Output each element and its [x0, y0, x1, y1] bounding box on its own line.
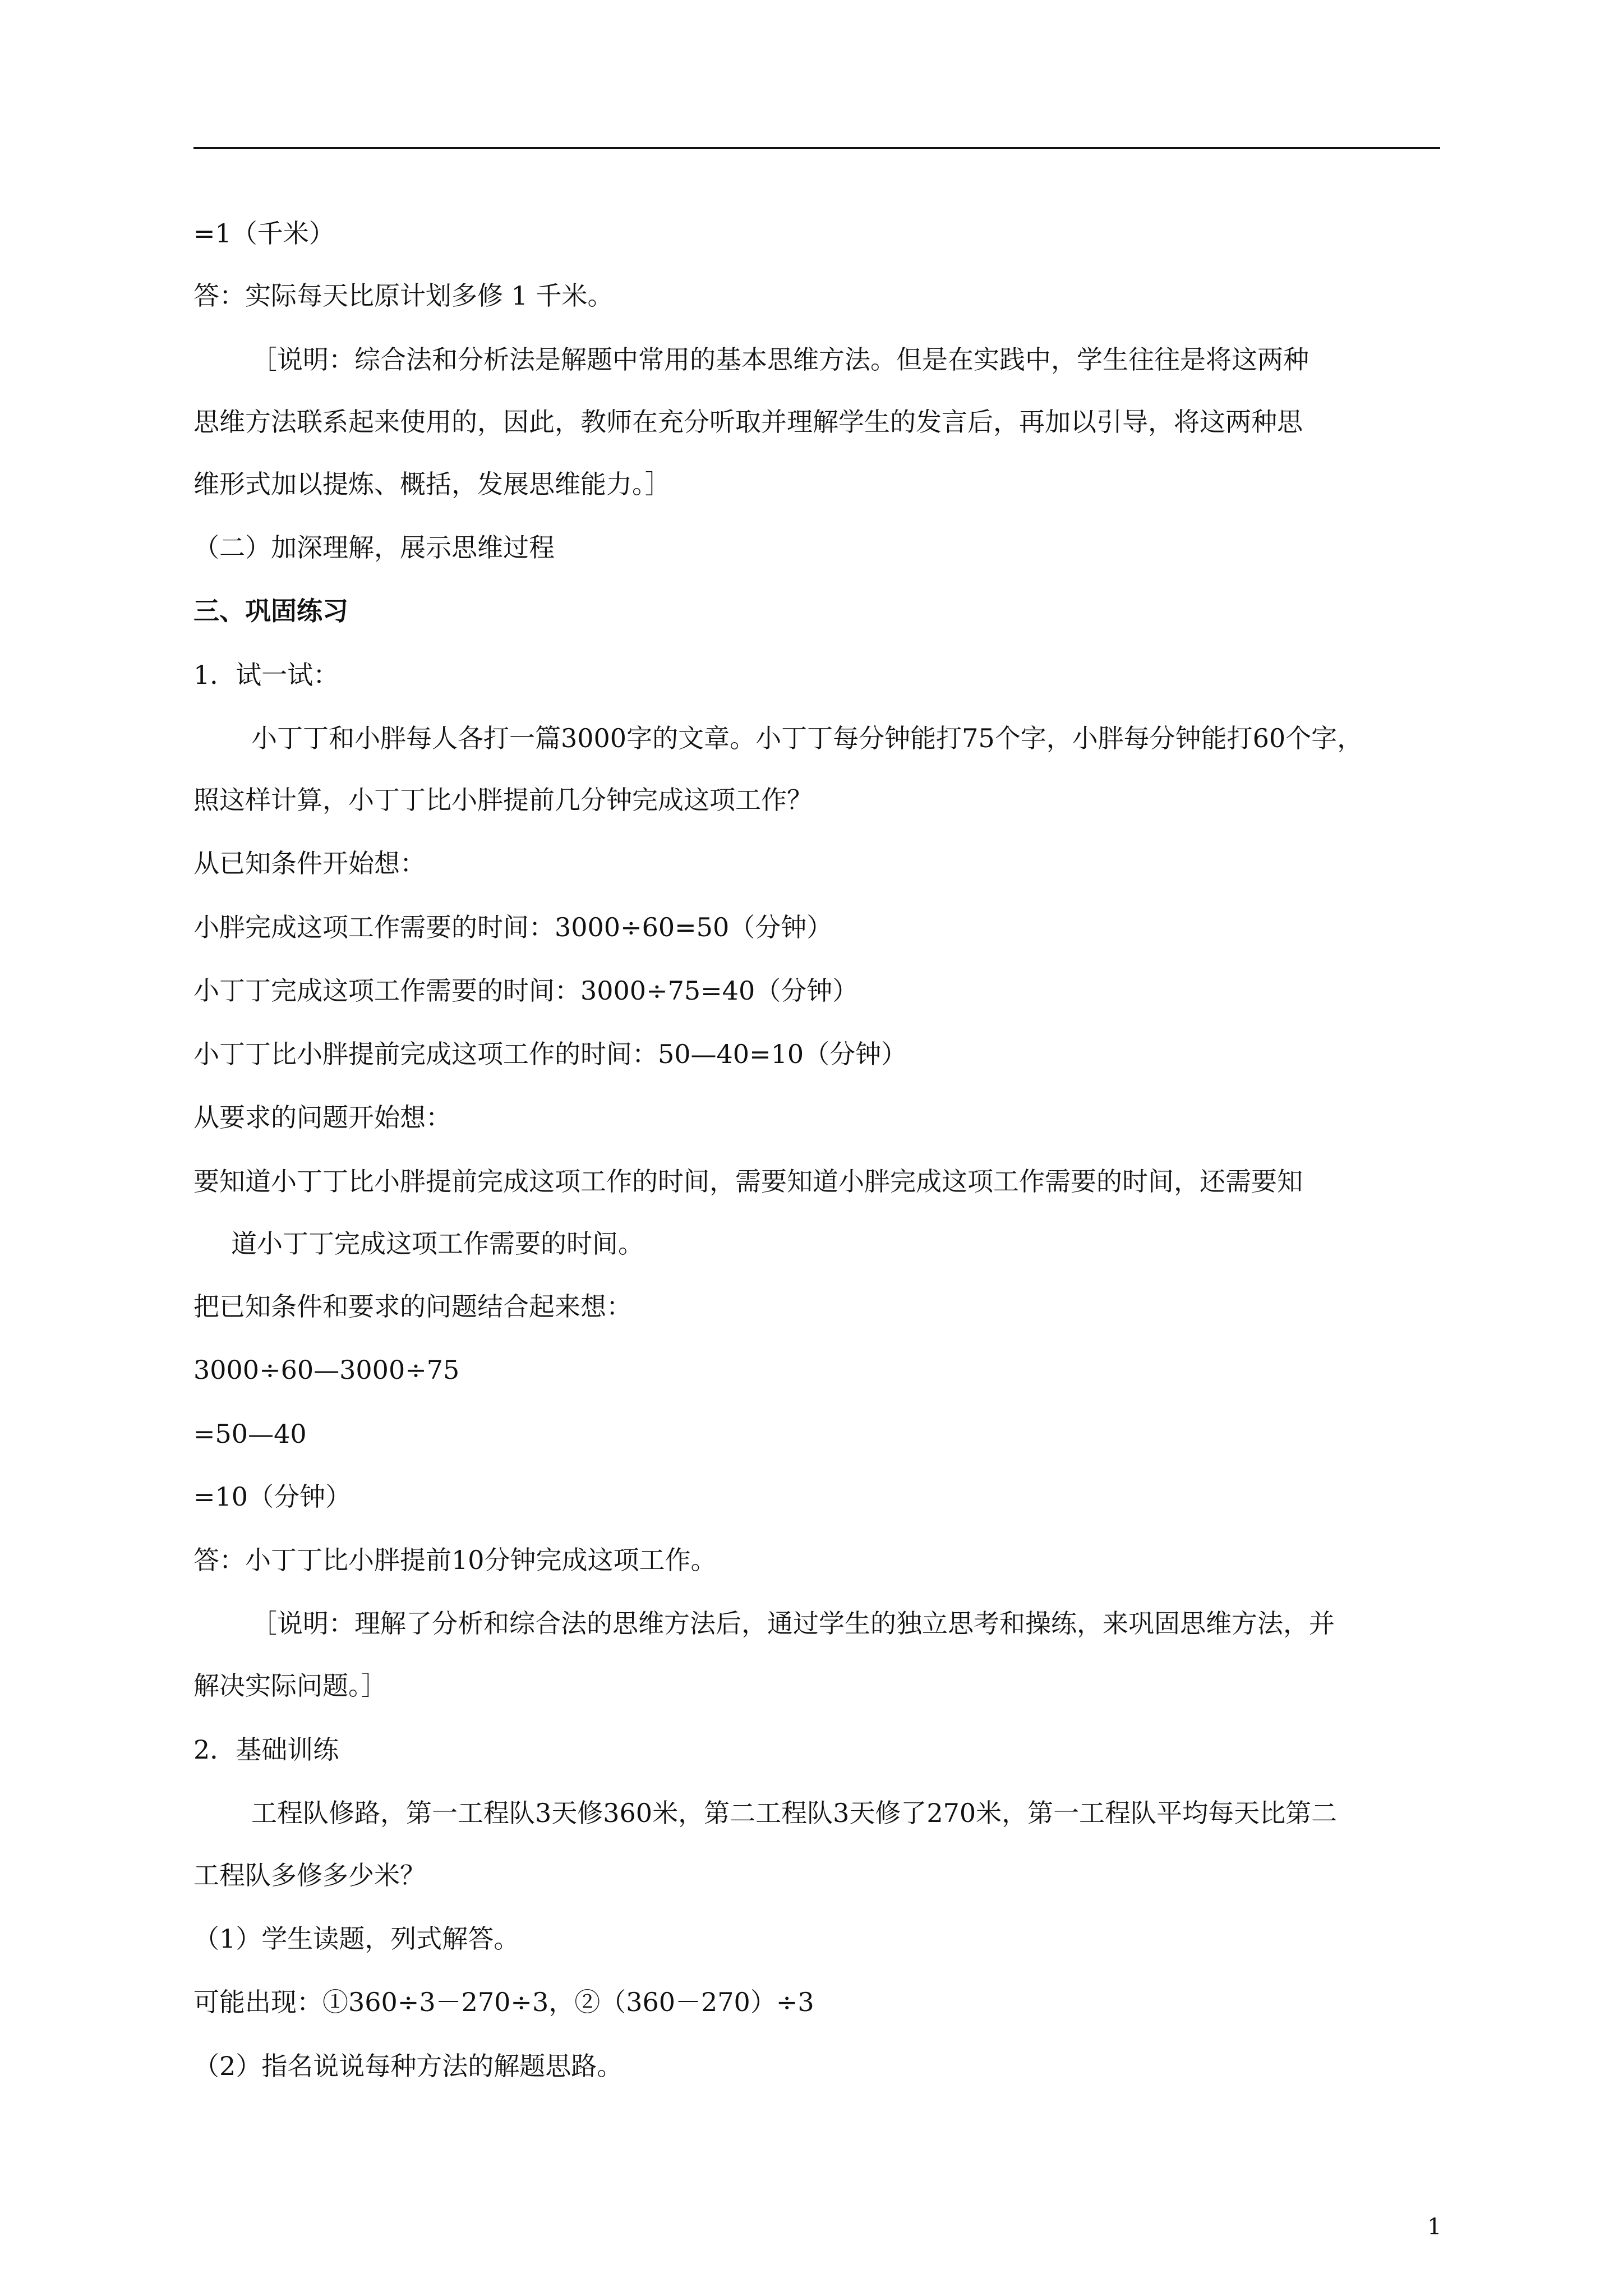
equation-line: 3000÷60—3000÷75 [193, 1355, 460, 1385]
section-subheading: （二）加深理解，展示思维过程 [193, 532, 555, 563]
text-line: 照这样计算，小丁丁比小胖提前几分钟完成这项工作？ [193, 785, 813, 815]
text-line: （1）学生读题，列式解答。 [193, 1924, 520, 1954]
text-line: 要知道小丁丁比小胖提前完成这项工作的时间，需要知道小胖完成这项工作需要的时间，还需要知 [193, 1166, 1303, 1197]
equation-line: =50—40 [193, 1419, 307, 1449]
section-heading: 三、巩固练习 [193, 596, 348, 626]
text-line: 小胖完成这项工作需要的时间：3000÷60=50（分钟） [193, 912, 833, 942]
exercise-heading: 2．基础训练 [193, 1734, 339, 1765]
text-line: 思维方法联系起来使用的，因此，教师在充分听取并理解学生的发言后，再加以引导，将这两种思 [193, 407, 1303, 437]
text-line: 工程队修路，第一工程队3天修360米，第二工程队3天修了270米，第一工程队平均每天比第二 [251, 1798, 1338, 1828]
equation-line: =10（分钟） [193, 1481, 352, 1512]
text-line: 小丁丁比小胖提前完成这项工作的时间：50—40=10（分钟） [193, 1039, 907, 1069]
text-line: 答：实际每天比原计划多修 1 千米。 [193, 280, 614, 311]
header-rule [193, 147, 1440, 149]
text-line: =1（千米） [193, 218, 335, 249]
text-line: 从要求的问题开始想： [193, 1102, 451, 1133]
text-line: 维形式加以提炼、概括，发展思维能力。］ [193, 469, 671, 499]
text-line: （2）指名说说每种方法的解题思路。 [193, 2051, 623, 2081]
text-line: 小丁丁和小胖每人各打一篇3000字的文章。小丁丁每分钟能打75个字，小胖每分钟能打60个字， [251, 723, 1363, 753]
text-line: 解决实际问题。］ [193, 1671, 387, 1701]
text-line: 把已知条件和要求的问题结合起来想： [193, 1291, 632, 1322]
text-line: 道小丁丁完成这项工作需要的时间。 [231, 1228, 644, 1259]
text-line: 从已知条件开始想： [193, 848, 426, 878]
text-line: 工程队多修多少米？ [193, 1860, 426, 1890]
page-number: 1 [1427, 2214, 1442, 2240]
text-line: 小丁丁完成这项工作需要的时间：3000÷75=40（分钟） [193, 976, 859, 1006]
text-line: ［说明：理解了分析和综合法的思维方法后，通过学生的独立思考和操练，来巩固思维方法，并 [251, 1608, 1335, 1639]
exercise-heading: 1．试一试： [193, 660, 339, 690]
text-line: 答：小丁丁比小胖提前10分钟完成这项工作。 [193, 1545, 717, 1575]
text-line: 可能出现：①360÷3－270÷3，②（360－270）÷3 [193, 1987, 814, 2017]
text-line: ［说明：综合法和分析法是解题中常用的基本思维方法。但是在实践中，学生往往是将这两种 [251, 344, 1309, 375]
